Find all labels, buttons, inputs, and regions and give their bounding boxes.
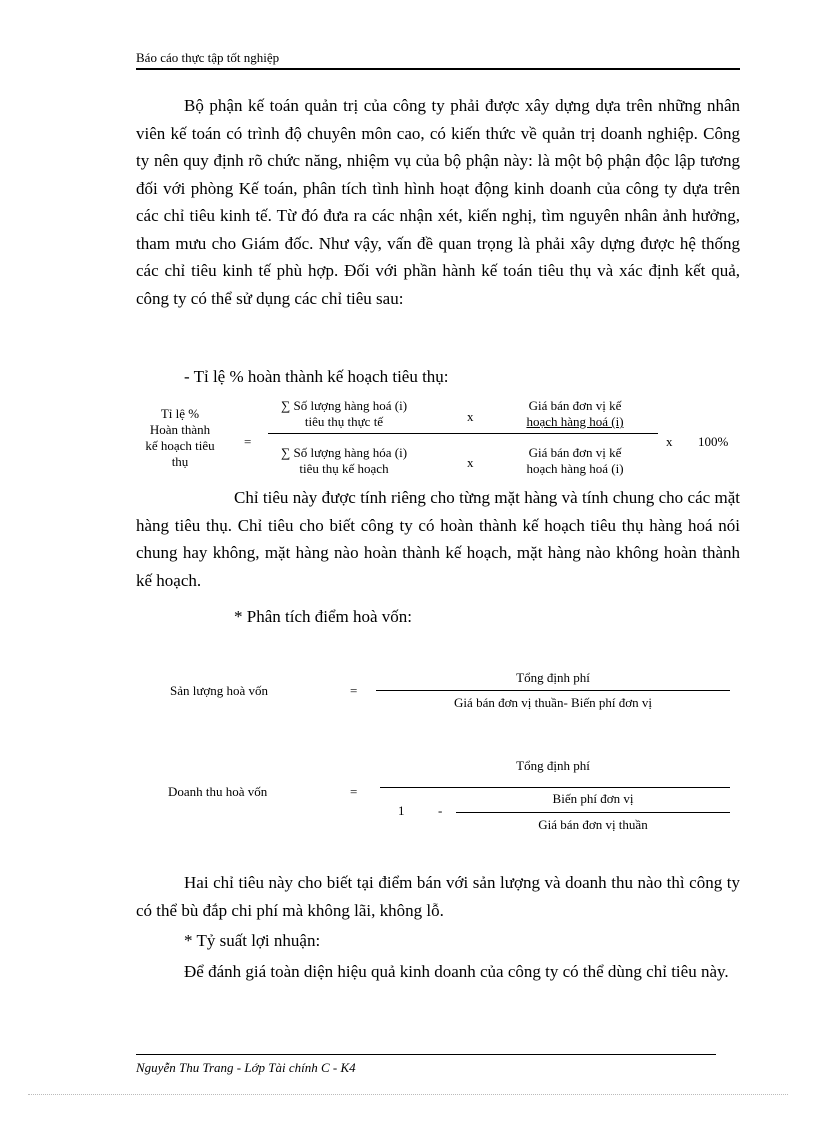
formula3-numerator: Tổng định phí — [516, 758, 590, 773]
formula3-one: 1 — [398, 803, 405, 818]
formula1-multiply: x — [666, 434, 673, 449]
bullet-breakeven: * Phân tích điểm hoà vốn: — [234, 607, 413, 626]
formula1-percent: 100% — [698, 434, 729, 449]
formula1-numerator-times: x — [467, 409, 474, 424]
page-footer: Nguyễn Thu Trang - Lớp Tài chính C - K4 — [136, 1060, 356, 1075]
formula1-denominator-price: Giá bán đơn vị kế hoạch hàng hoá (i) — [526, 445, 624, 476]
paragraph-1: Bộ phận kế toán quản trị của công ty phải được xây dựng dựa trên những nhân viên kế toán có trình độ chuyên môn cao, có kiến thức về quản trị doanh nghiệp. Công ty nên quy định rõ chức năng, nhiệm vụ của bộ phận này: là một bộ phận độc lập tương đối với phòng Kế toán, phân tích tình hình hoạt động kinh doanh của công ty dựa trên các chỉ tiêu kinh tế. Từ đó đưa ra các nhận xét, kiến nghị, tìm nguyên nhân ảnh hưởng, tham mưu cho Giám đốc. Như vậy, vấn đề quan trọng là phải xây dựng được hệ thống các chỉ tiêu kinh tế phù hợp. Đối với phần hành kế toán tiêu thụ và xác định kết quả, công ty có thể sử dụng các chỉ tiêu sau: — [136, 96, 740, 308]
formula2-fraction-bar — [376, 690, 730, 691]
formula1-denominator-times: x — [467, 455, 474, 470]
formula3-inner-numerator: Biến phí đơn vị — [552, 791, 634, 806]
bullet-completion-rate: - Tỉ lệ % hoàn thành kế hoạch tiêu thụ: — [184, 367, 449, 386]
page-break-line — [28, 1094, 788, 1095]
formula3-lhs: Doanh thu hoà vốn — [168, 784, 268, 799]
formula2-numerator: Tổng định phí — [516, 670, 590, 685]
formula1-equals: = — [244, 434, 252, 449]
header-divider — [136, 68, 740, 70]
paragraph-3: Hai chỉ tiêu này cho biết tại điểm bán với sản lượng và doanh thu nào thì công ty có thể bù đắp chi phí mà không lãi, không lỗ. — [136, 873, 740, 920]
formula1-numerator-quantity: ∑ Số lượng hàng hoá (i) tiêu thụ thực tế — [280, 398, 408, 429]
formula3-inner-denominator: Giá bán đơn vị thuần — [538, 817, 648, 832]
formula1-denominator-quantity: ∑ Số lượng hàng hóa (i) tiêu thụ kế hoạch — [280, 445, 408, 476]
bullet-profit-ratio: * Tỷ suất lợi nhuận: — [184, 931, 321, 950]
formula1-fraction-bar — [268, 433, 658, 434]
formula2-denominator: Giá bán đơn vị thuần- Biến phí đơn vị — [454, 695, 652, 710]
formula1-numerator-price: Giá bán đơn vị kế hoạch hàng hoá (i) — [526, 398, 624, 429]
formula3-minus: - — [438, 803, 443, 818]
formula1-lhs: Tỉ lệ % Hoàn thành kế hoạch tiêu thụ — [145, 406, 215, 469]
formula3-inner-fraction-bar — [456, 812, 730, 813]
formula3-equals: = — [350, 784, 358, 799]
paragraph-4: Để đánh giá toàn diện hiệu quả kinh doanh của công ty có thể dùng chỉ tiêu này. — [184, 962, 729, 981]
footer-divider — [136, 1054, 716, 1055]
formula3-fraction-bar — [380, 787, 730, 788]
page-header: Báo cáo thực tập tốt nghiệp — [136, 50, 280, 65]
formula2-equals: = — [350, 683, 358, 698]
formula2-lhs: Sản lượng hoà vốn — [170, 683, 269, 698]
paragraph-2: Chỉ tiêu này được tính riêng cho từng mặt hàng và tính chung cho các mặt hàng tiêu thụ. Chỉ tiêu cho biết công ty có hoàn thành kế hoạch tiêu thụ hàng hoá nói chung hay không, mặt hàng nào hoàn thành kế hoạch, mặt hàng nào không hoàn thành kế hoạch. — [136, 488, 740, 590]
